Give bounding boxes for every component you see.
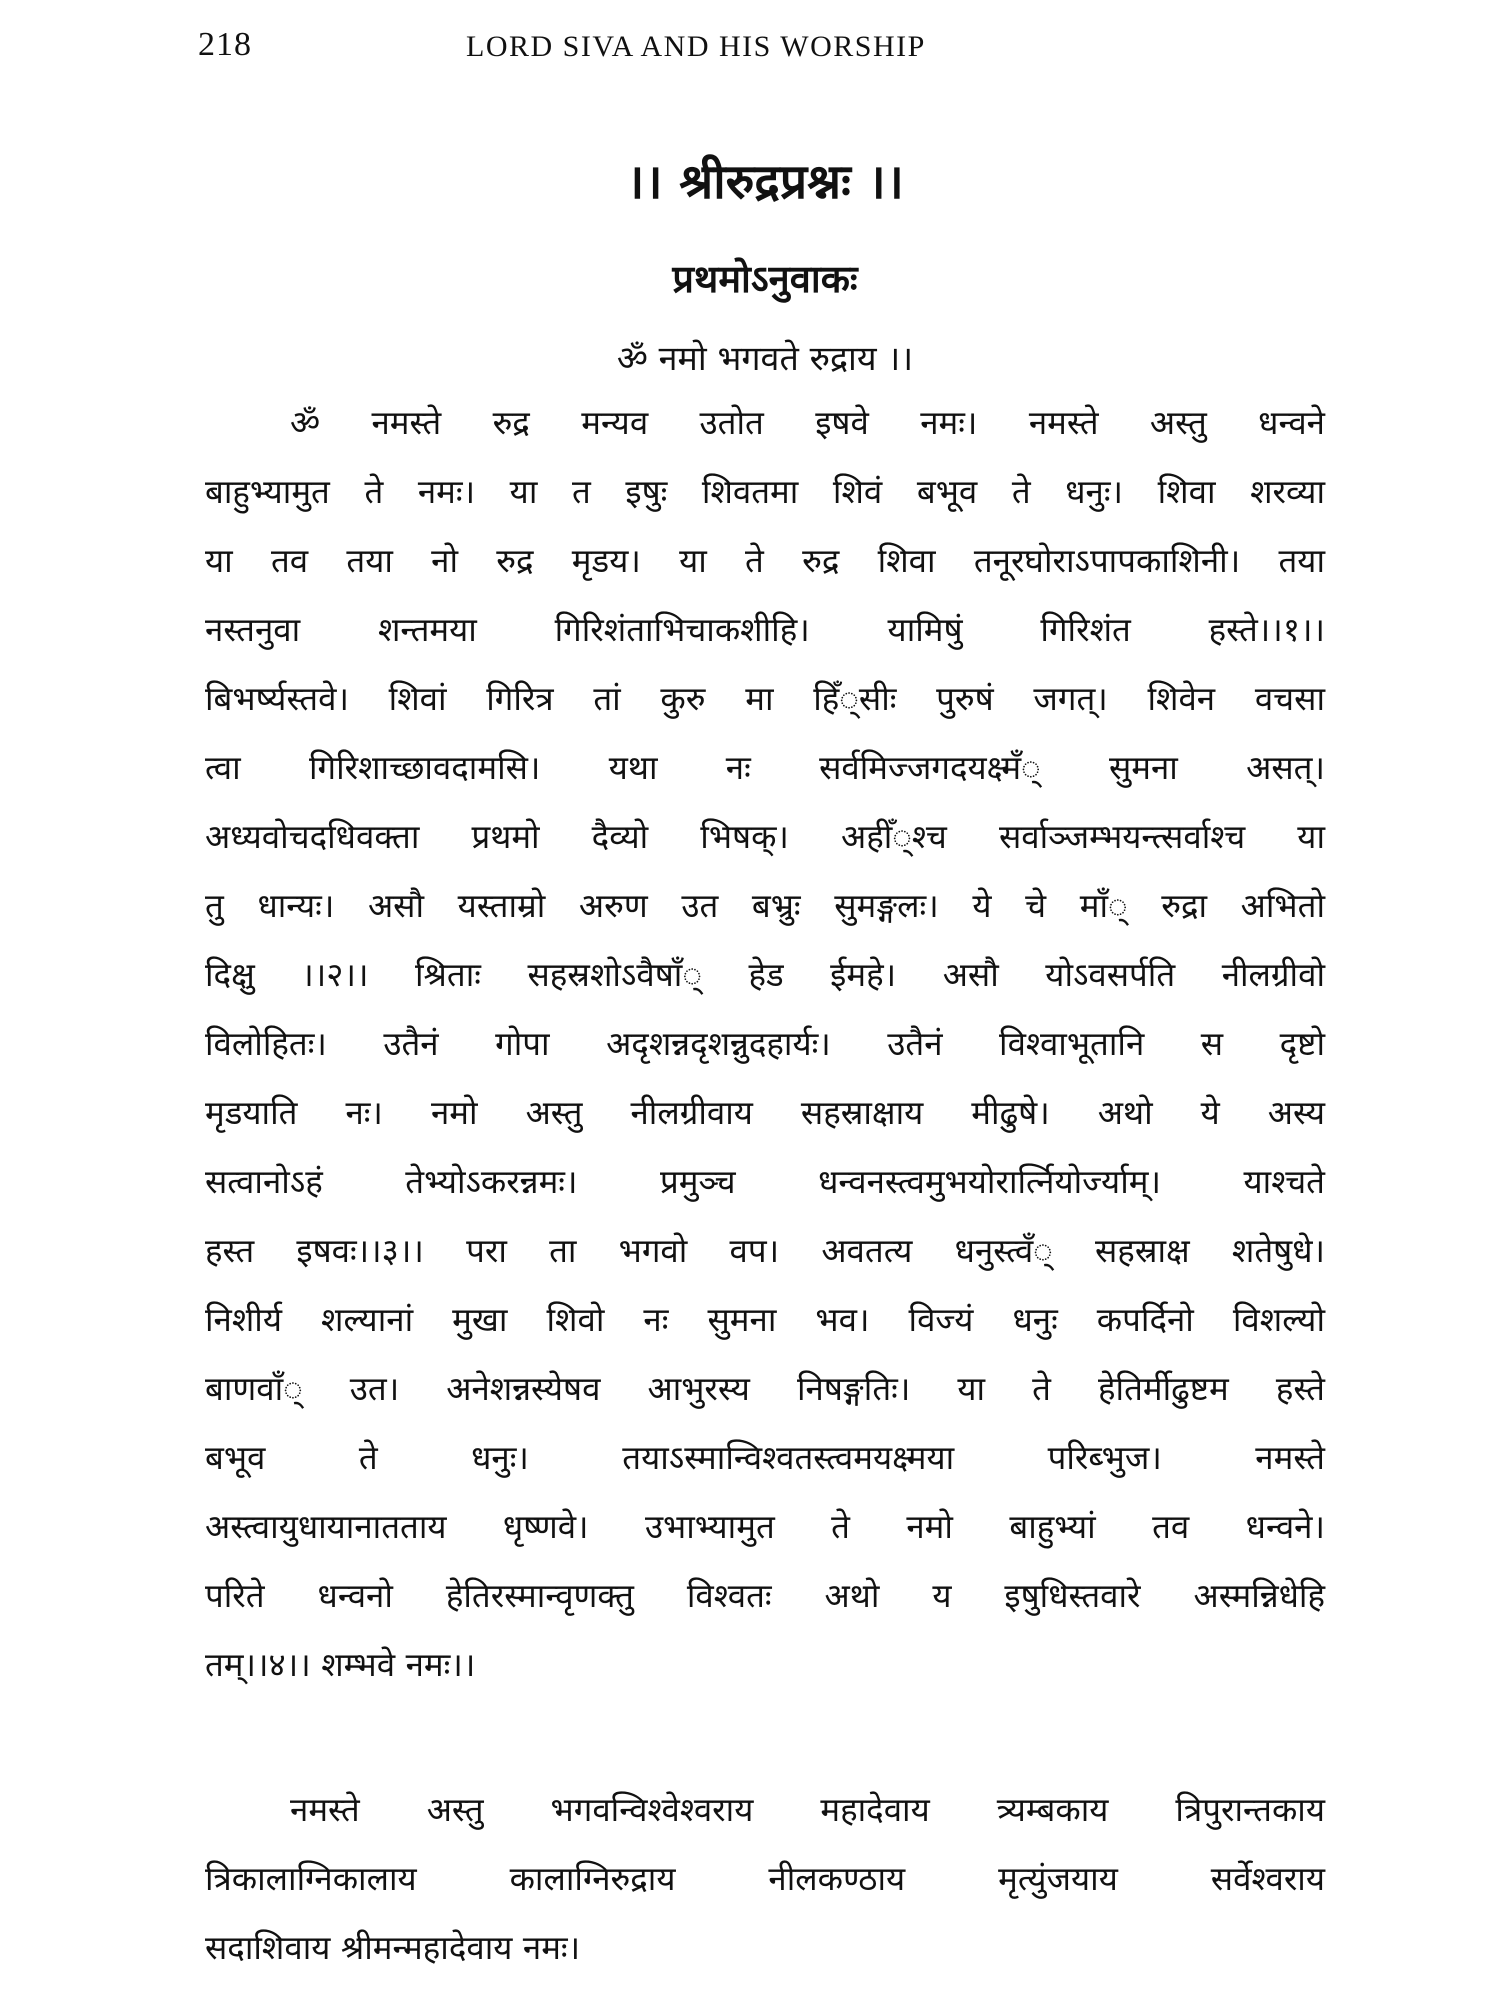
- section-title: प्रथमोऽनुवाकः: [672, 257, 858, 301]
- text-line: तम्।।४।। शम्भवे नमः।।: [205, 1645, 476, 1684]
- text-line: नमस्ते अस्तु भगवन्विश्वेश्वराय महादेवाय त्र्यम्बकाय त्रिपुरान्तकाय: [290, 1790, 1325, 1829]
- text-line: हस्त इषवः।।३।। परा ता भगवो वप। अवतत्य धनुस्त्वँ् सहस्राक्ष शतेषुधे।: [205, 1231, 1325, 1270]
- text-line: मृडयाति नः। नमो अस्तु नीलग्रीवाय सहस्राक्षाय मीढुषे। अथो ये अस्य: [205, 1093, 1325, 1132]
- text-line: विलोहितः। उतैनं गोपा अदृशन्नदृशन्नुदहार्यः। उतैनं विश्वाभूतानि स दृष्टो: [205, 1024, 1325, 1063]
- text-line: त्वा गिरिशाच्छावदामसि। यथा नः सर्वमिज्जगदयक्ष्मँ् सुमना असत्।: [205, 748, 1325, 787]
- text-line: त्रिकालाग्निकालाय कालाग्निरुद्राय नीलकण्ठाय मृत्युंजयाय सर्वेश्वराय: [205, 1859, 1325, 1898]
- text-line: या तव तया नो रुद्र मृडय। या ते रुद्र शिवा तनूरघोराऽपापकाशिनी। तया: [205, 541, 1325, 580]
- paragraph-2: [205, 1775, 1325, 1982]
- text-line: सत्वानोऽहं तेभ्योऽकरन्नमः। प्रमुञ्च धन्वनस्त्वमुभयोरार्त्नियोर्ज्याम्। याश्चते: [205, 1162, 1325, 1201]
- text-line: ॐ नमस्ते रुद्र मन्यव उतोत इषवे नमः। नमस्ते अस्तु धन्वने: [290, 403, 1325, 442]
- text-line: तु धान्यः। असौ यस्ताम्रो अरुण उत बभ्रुः सुमङ्गलः। ये चे माँ् रुद्रा अभितो: [205, 886, 1325, 925]
- text-line: परिते धन्वनो हेतिरस्मान्वृणक्तु विश्वतः अथो य इषुधिस्तवारे अस्मन्निधेहि: [205, 1576, 1325, 1615]
- invocation-line: ॐ नमो भगवते रुद्राय ।।: [616, 339, 914, 379]
- text-line: बाहुभ्यामुत ते नमः। या त इषुः शिवतमा शिवं बभूव ते धनुः। शिवा शरव्या: [205, 472, 1325, 511]
- running-header: [198, 26, 1328, 76]
- text-line: दिक्षु ।।२।। श्रिताः सहस्रशोऽवैषाँ् हेड ईमहे। असौ योऽवसर्पति नीलग्रीवो: [205, 955, 1325, 994]
- chapter-title: ।। श्रीरुद्रप्रश्नः ।।: [626, 154, 904, 210]
- text-line: अध्यवोचदधिवक्ता प्रथमो दैव्यो भिषक्। अहीँ्श्च सर्वाञ्जम्भयन्त्सर्वाश्च या: [205, 817, 1325, 856]
- text-line: अस्त्वायुधायानातताय धृष्णवे। उभाभ्यामुत ते नमो बाहुभ्यां तव धन्वने।: [205, 1507, 1325, 1546]
- text-line: निशीर्य शल्यानां मुखा शिवो नः सुमना भव। विज्यं धनुः कपर्दिनो विशल्यो: [205, 1300, 1325, 1339]
- text-line: बिभर्ष्यस्तवे। शिवां गिरित्र तां कुरु मा हिँ्सीः पुरुषं जगत्। शिवेन वचसा: [205, 679, 1325, 718]
- book-title: LORD SIVA AND HIS WORSHIP: [466, 30, 926, 63]
- paragraph-1: [205, 388, 1325, 1699]
- text-line: नस्तनुवा शन्तमया गिरिशंताभिचाकशीहि। यामिषुं गिरिशंत हस्ते।।१।।: [205, 610, 1325, 649]
- text-line: बभूव ते धनुः। तयाऽस्मान्विश्वतस्त्वमयक्ष्मया परिब्भुज। नमस्ते: [205, 1438, 1325, 1477]
- text-line: बाणवाँ् उत। अनेशन्नस्येषव आभुरस्य निषङ्गतिः। या ते हेतिर्मीढुष्टम हस्ते: [205, 1369, 1325, 1408]
- text-line: सदाशिवाय श्रीमन्महादेवाय नमः।: [205, 1928, 581, 1967]
- page-number: 218: [198, 26, 252, 63]
